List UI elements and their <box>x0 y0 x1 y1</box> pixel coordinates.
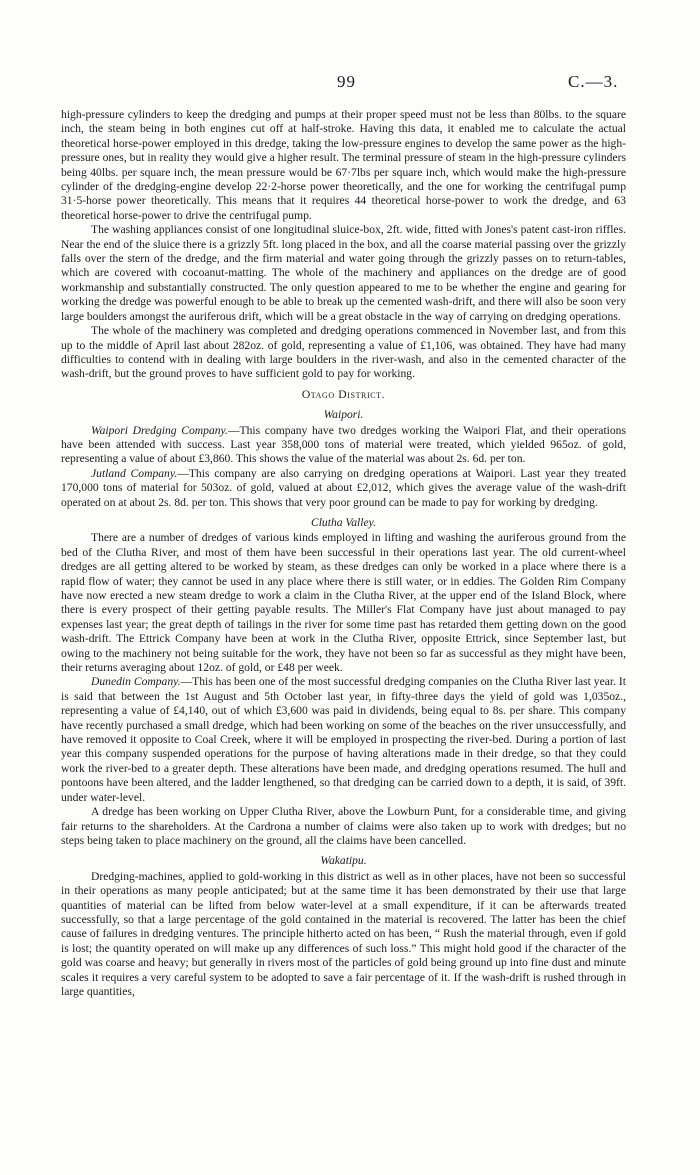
document-reference: C.—3. <box>568 72 619 91</box>
page-number: 99 <box>337 72 356 91</box>
paragraph-text: —This company are also carrying on dredging operations at Waipori. Last year they treated 170,000 tons of material for 503oz. of gold, valued at about £2,012, which gives the average value of the wash-drift operated on at about 2s. 8d. per ton. This shows that very poor ground can be made to pay for working by dredging. <box>61 466 626 509</box>
paragraph-text: —This has been one of the most successful dredging companies on the Clutha River last year. It is said that between the 1st August and 5th October last year, in fifty-three days the yield of gold was 1,035oz., representing a value of £4,140, out of which £3,600 was paid in dividends, being equal to 8s. per share. This company have recently purchased a small dredge, which had been working on some of the beaches on the river unsuccessfully, and have removed it opposite to Coal Creek, where it will be employed in prospecting the river-bed. During a portion of last year this company suspended operations for the purpose of having alterations made in their dredge, so that they could work the river-bed to a greater depth. These alterations have been made, and dredging operations resumed. The hull and pontoons have been altered, and the ladder lengthened, so that dredging can be carried down to a depth, it is said, of 39ft. under water-level. <box>61 675 626 804</box>
paragraph-washing-appliances: The washing appliances consist of one longitudinal sluice-box, 2ft. wide, fitted with Jones's patent cast-iron riffles. Near the end of the sluice there is a grizzly 5ft. long placed in the box, and all the coarse material passing over the grizzly falls over the stern of the dredge, and the firm material and water going through the grizzly passes on to return-tables, which are covered with cocoanut-matting. The whole of the machinery and appliances on the dredge are of good workmanship and substantially constructed. The only question appeared to me to be whether the engine and gearing for working the dredge was powerful enough to be able to break up the cemented wash-drift, and there will also be soon very large boulders amongst the auriferous drift, which will be a great obstacle in the way of carrying on dredging operations. <box>61 223 626 323</box>
subsection-heading-waipori: Waipori. <box>323 408 364 422</box>
paragraph-horse-power: high-pressure cylinders to keep the dredging and pumps at their proper speed must not be less than 80lbs. to the square inch, the steam being in both engines cut off at half-stroke. Having this data, it enabled me to calculate the actual theoretical horse-power employed in this dredge, taking the low-pressure engines to develop the same power as the high-pressure ones, but in reality they would give a higher result. The terminal pressure of steam in the high-pressure cylinders being 40lbs. per square inch, the mean pressure would be 67·7lbs per square inch, which would make the high-pressure cylinder of the dredging-engine develop 22·2-horse power theoretically, and the one for working the centrifugal pump 31·5-horse power theoretically. This means that it requires 44 theoretical horse-power to work the dredge, and 63 theoretical horse-power to drive the centrifugal pump. <box>61 108 626 222</box>
page-header <box>0 72 700 96</box>
company-name-lead: Jutland Company. <box>91 466 178 480</box>
section-heading-otago-district: Otago District. <box>301 387 386 401</box>
subsection-heading-wakatipu: Wakatipu. <box>320 854 367 868</box>
paragraph-jutland-company <box>61 467 626 510</box>
paragraph-dunedin-company <box>61 675 626 805</box>
company-name-lead: Waipori Dredging Company. <box>91 423 228 437</box>
company-name-lead: Dunedin Company. <box>91 675 181 689</box>
paragraph-dredging-machines: Dredging-machines, applied to gold-working in this district as well as in other places, have not been so successful in their operations as many people anticipated; but at the same time it has been demonstrated by their use that large quantities of material can be lifted from below water-level at a small expenditure, if it can be afterwards treated successfully, so that a large percentage of the gold contained in the material is recovered. The latter has been the chief cause of failures in dredging ventures. The principle hitherto acted on has been, “ Rush the material through, even if gold is lost; the quantity operated on will make up any differences of such loss.” This might hold good if the character of the gold was coarse and heavy; but generally in rivers most of the particles of gold being ground up into fine dust and minute scales it requires a very careful system to be adopted to save a fair percentage of it. If the wash-drift is rushed through in large quantities, <box>61 869 626 998</box>
paragraph-machinery-completed: The whole of the machinery was completed and dredging operations commenced in November last, and from this up to the middle of April last about 282oz. of gold, representing a value of £1,106, was obtained. They have had many difficulties to contend with in dealing with large boulders in the river-wash, and also in the cemented character of the wash-drift, but the ground proves to have sufficient gold to pay for working. <box>61 324 626 381</box>
document-body <box>61 108 626 999</box>
paragraph-upper-clutha: A dredge has been working on Upper Clutha River, above the Lowburn Punt, for a considerable time, and giving fair returns to the shareholders. At the Cardrona a number of claims were also taken up to work with dredges; but no steps being taken to place machinery on the ground, all the claims have been cancelled. <box>61 805 626 847</box>
paragraph-clutha-dredges: There are a number of dredges of various kinds employed in lifting and washing the auriferous ground from the bed of the Clutha River, and most of them have been successful in their operations last year. The old current-wheel dredges are all getting altered to be worked by steam, as these dredges can only be worked in a place where there is a rapid flow of water; they cannot be used in any place where there is still water, or in eddies. The Golden Rim Company have now erected a new steam dredge to work a claim in the Clutha River, at the upper end of the Island Block, where there is every prospect of their getting payable results. The Miller's Flat Company have just about managed to pay expenses last year; the great depth of tailings in the river for some time past has retarded them getting down on the good wash-drift. The Ettrick Company have been at work in the Clutha River, opposite Ettrick, since September last, but owing to the machinery not being suitable for the work, they have not been so far as successful as they might have been, their returns averaging about 12oz. of gold, or £48 per week. <box>61 531 626 675</box>
paragraph-waipori-dredging-company <box>61 424 626 467</box>
subsection-heading-clutha-valley: Clutha Valley. <box>310 515 377 529</box>
paragraph-text: —This company have two dredges working the Waipori Flat, and their operations have been attended with success. Last year 358,000 tons of material were treated, which yielded 965oz. of gold, representing a value of about £3,860. This shows the value of the material was about 2s. 6d. per ton. <box>61 423 626 466</box>
